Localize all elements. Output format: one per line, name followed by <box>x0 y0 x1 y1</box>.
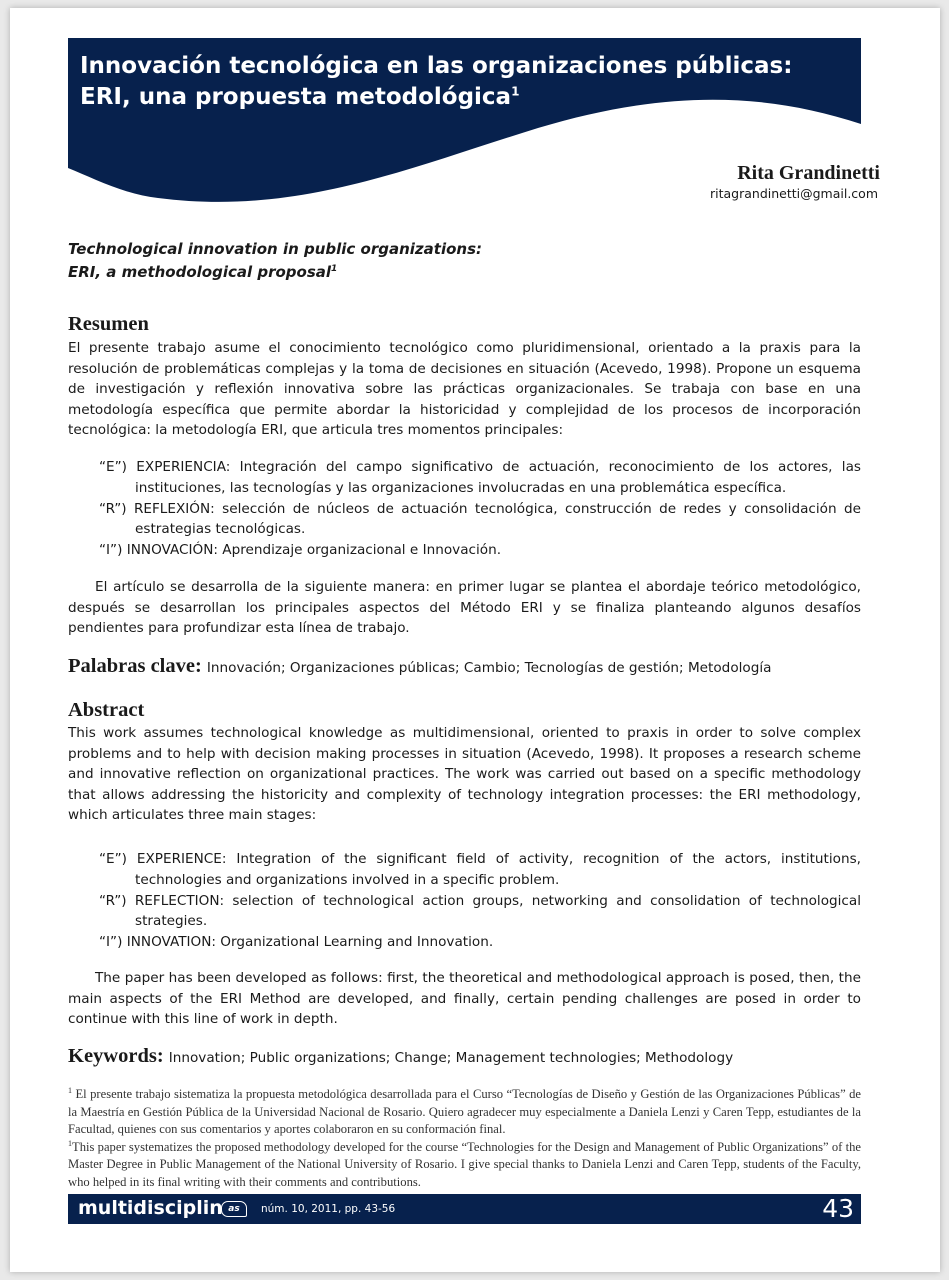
english-title-footnote-mark: 1 <box>331 264 338 274</box>
abstract-intro: This work assumes technological knowledge as multidimensional, oriented to praxis in order to solve complex problems and to help with decision making processes in situation (Acevedo, 1998). It proposes a research scheme and innovative reflection on organizational practices. The work was carried out based on a specific methodology that allows addressing the historicity and complexity of technology integration processes: the ERI methodology, which articulates three main stages: <box>68 725 861 824</box>
abstract-item-i: “I”) INNOVATION: Organizational Learning and Innovation. <box>99 934 494 951</box>
journal-logo: multidisciplin <box>78 1197 223 1219</box>
title-footnote-mark: 1 <box>511 84 520 99</box>
page-footer <box>68 1194 861 1224</box>
english-title-line-2-text: ERI, a methodological proposal <box>68 263 332 281</box>
footnote-en-text: This paper systematizes the proposed methodology developed for the course “Technologies for the Design and Management of Public Organizations” of the Master Degree in Public Management of the National University of Rosario. I give special thanks to Daniela Lenzi and Caren Tepp, students of the Faculty, who helped in its final writing with their comments and contributions. <box>68 1139 861 1189</box>
footnote-en-mark: 1 <box>68 1138 72 1148</box>
title-line-1: Innovación tecnológica en las organizaciones públicas: <box>80 53 793 79</box>
footnote-es-mark: 1 <box>68 1085 72 1095</box>
keywords-value: Innovation; Public organizations; Change; Management technologies; Methodology <box>168 1050 734 1066</box>
resumen-item-r: “R”) REFLEXIÓN: selección de núcleos de actuación tecnológica, construcción de redes y consolidación de estrategias tecnológicas. <box>99 500 861 538</box>
abstract-closing: The paper has been developed as follows: first, the theoretical and methodological approach is posed, then, the main aspects of the ERI Method are developed, and finally, certain pending challenges are posed in order to continue with this line of work in depth. <box>68 970 861 1028</box>
issue-info: núm. 10, 2011, pp. 43-56 <box>261 1203 396 1215</box>
resumen-item-e: “E”) EXPERIENCIA: Integración del campo significativo de actuación, reconocimiento de los actores, las instituciones, las tecnologías y las organizaciones involucradas en una problemática específica. <box>99 459 861 496</box>
footnote-es <box>68 1086 861 1139</box>
palabras-clave <box>68 655 868 678</box>
english-title-line-1: Technological innovation in public organizations: <box>68 240 483 258</box>
abstract-list <box>99 849 861 953</box>
title-line-2-text: ERI, una propuesta metodológica <box>80 84 512 110</box>
resumen-intro: El presente trabajo asume el conocimiento tecnológico como pluridimensional, orientado a la praxis para la resolución de problemáticas complejas y la toma de decisiones en situación (Acevedo, 1998). Propone un esquema de investigación y reflexión innovativa sobre las prácticas organizacionales. Se trabaja con base en una metodología específica que permite abordar la historicidad y complejidad de los procesos de incorporación tecnológica: la metodología ERI, que articula tres momentos principales: <box>68 340 861 439</box>
abstract-heading: Abstract <box>68 699 145 721</box>
keywords <box>68 1045 868 1068</box>
abstract-item-e: “E”) EXPERIENCE: Integration of the significant field of activity, recognition of the actors, institutions, technologies and organizations involved in a specific problem. <box>99 851 861 888</box>
footnote-en <box>68 1139 861 1192</box>
resumen-heading: Resumen <box>68 313 149 335</box>
author-name: Rita Grandinetti <box>737 162 880 184</box>
keywords-label: Keywords: <box>68 1045 164 1067</box>
resumen-item-i: “I”) INNOVACIÓN: Aprendizaje organizacional e Innovación. <box>99 542 502 559</box>
abstract-item-r: “R”) REFLECTION: selection of technological action groups, networking and consolidation of technological strategies. <box>99 892 861 930</box>
title-line-2 <box>80 82 792 113</box>
resumen-list <box>99 457 861 561</box>
journal-logo-mark: as <box>221 1201 247 1217</box>
page-title <box>80 51 792 113</box>
resumen-closing: El artículo se desarrolla de la siguiente manera: en primer lugar se plantea el abordaje teórico metodológico, después se desarrollan los principales aspectos del Método ERI y se finaliza planteando algunos desafíos pendientes para profundizar esta línea de trabajo. <box>68 579 861 637</box>
palabras-clave-value: Innovación; Organizaciones públicas; Cambio; Tecnologías de gestión; Metodología <box>206 660 772 676</box>
page-number: 43 <box>822 1194 854 1223</box>
footnote-es-text: El presente trabajo sistematiza la propuesta metodológica desarrollada para el Curso “Tecnologías de Diseño y Gestión de las Organizaciones Públicas” de la Maestría en Gestión Pública de la Universidad Nacional de Rosario. Quiero agradecer muy especialmente a Daniela Lenzi y Caren Tepp, estudiantes de la Facultad, quienes con sus comentarios y aportes colaboraron en su conformación final. <box>68 1087 862 1136</box>
author-email[interactable]: ritagrandinetti@gmail.com <box>709 186 878 201</box>
footnotes <box>68 1086 861 1191</box>
english-title <box>68 238 482 284</box>
palabras-clave-label: Palabras clave: <box>68 655 202 677</box>
english-title-line-2 <box>68 261 482 284</box>
